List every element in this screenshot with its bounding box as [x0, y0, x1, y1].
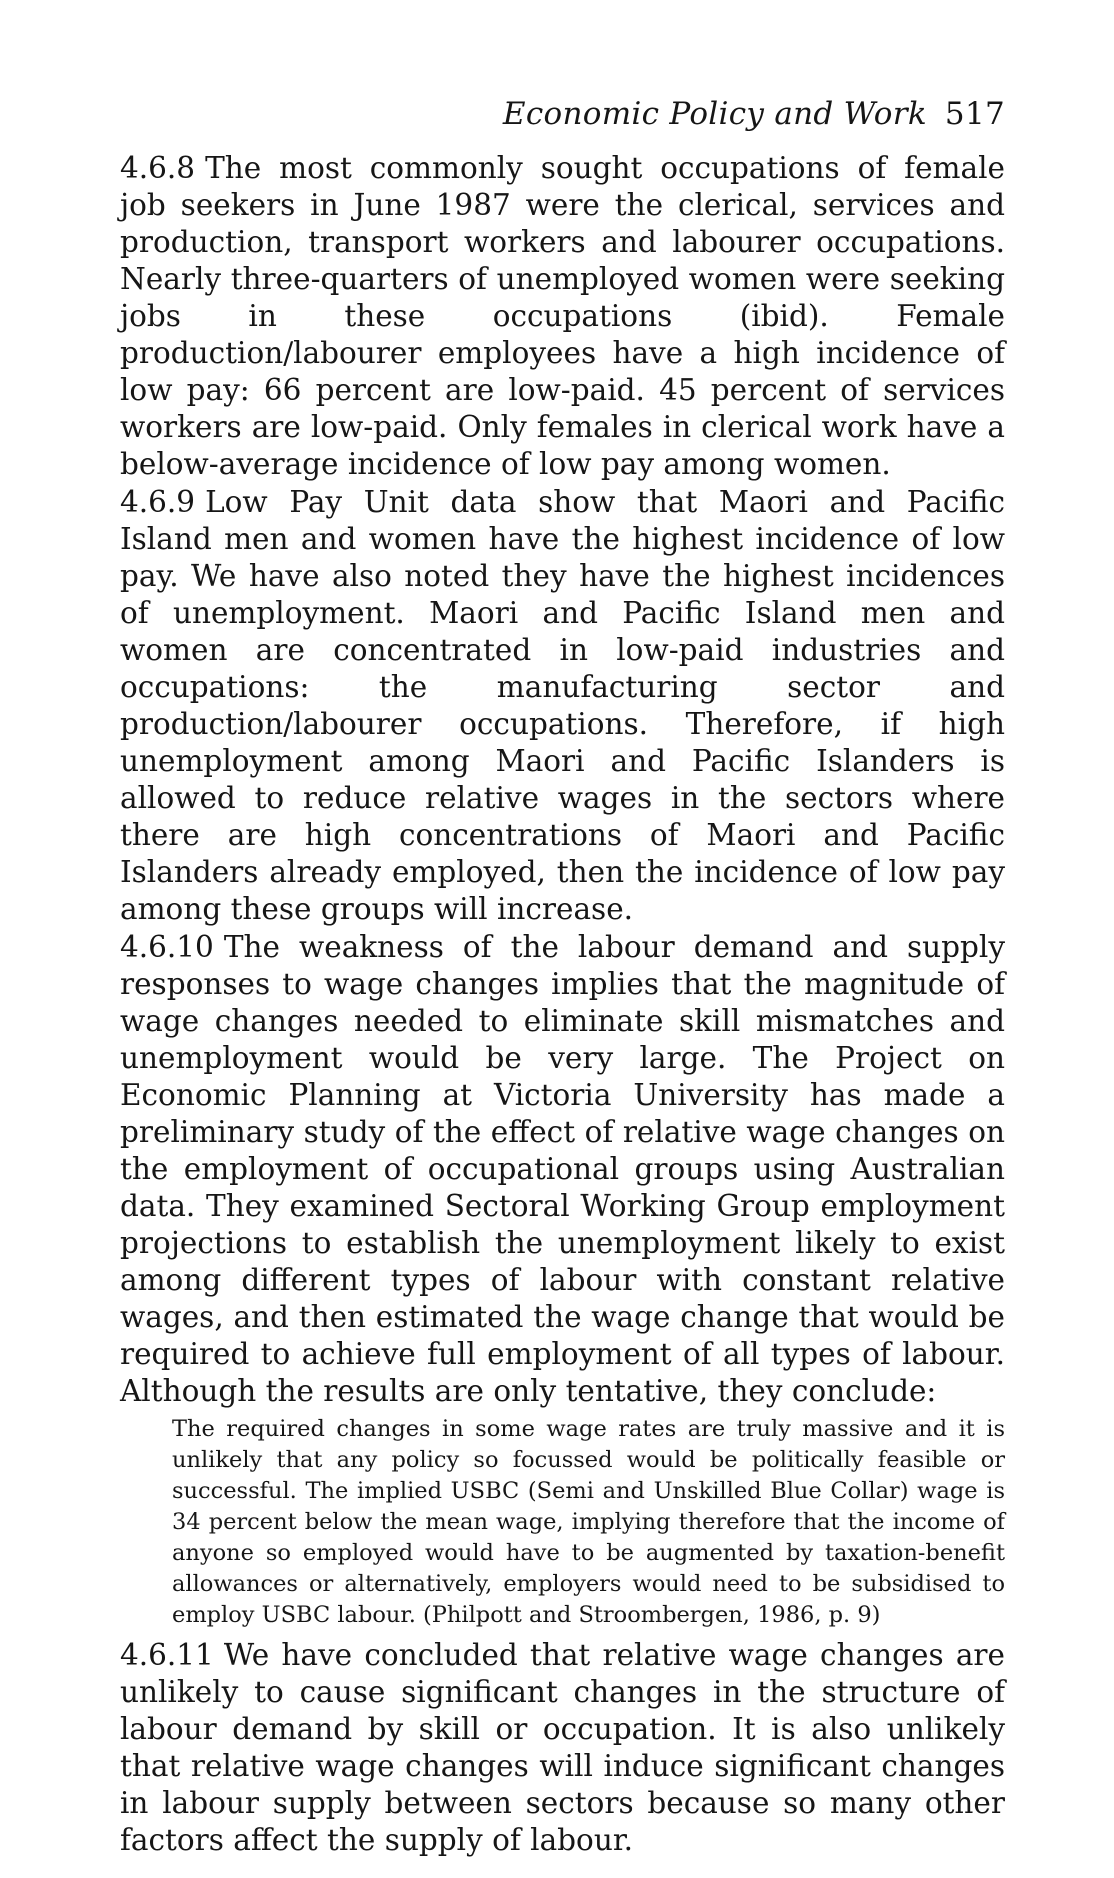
- paragraph-number: 4.6.8: [120, 151, 196, 185]
- paragraph-4-6-10: [120, 929, 1005, 1410]
- running-head-title: Economic Policy and Work: [502, 96, 927, 132]
- paragraph-number: 4.6.9: [120, 485, 196, 519]
- paragraph-number: 4.6.10: [120, 930, 214, 964]
- paragraph-text: Low Pay Unit data show that Maori and Pacific Island men and women have the highest incidence of low pay. We have also noted they have the highest incidences of unemployment. Maori and Pacific Island men and women are concentrated in low-paid industries and occupations: the manufacturing sector and production/labourer occupations. Therefore, if high unemployment among Maori and Pacific Islanders is allowed to reduce relative wages in the sectors where there are high concentrations of Maori and Pacific Islanders already employed, then the incidence of low pay among these groups will increase.: [120, 485, 1005, 926]
- paragraph-4-6-8: [120, 150, 1005, 483]
- paragraph-text: The weakness of the labour demand and supply responses to wage changes implies that the magnitude of wage changes needed to eliminate skill mismatches and unemployment would be very large. The Project on Economic Planning at Victoria University has made a preliminary study of the effect of relative wage changes on the employment of occupational groups using Australian data. They examined Sectoral Working Group employment projections to establish the unemployment likely to exist among different types of labour with constant relative wages, and then estimated the wage change that would be required to achieve full employment of all types of labour. Although the results are only tentative, they conclude:: [120, 930, 1005, 1408]
- page-number: 517: [944, 96, 1005, 132]
- paragraph-4-6-11: [120, 1637, 1005, 1859]
- paragraph-number: 4.6.11: [120, 1638, 214, 1672]
- paragraph-text: We have concluded that relative wage changes are unlikely to cause significant changes in the structure of labour demand by skill or occupation. It is also unlikely that relative wage changes will induce significant changes in labour supply between sectors because so many other factors affect the supply of labour.: [120, 1638, 1005, 1857]
- block-quote: The required changes in some wage rates are truly massive and it is unlikely that any policy so focussed would be politically feasible or successful. The implied USBC (Semi and Unskilled Blue Collar) wage is 34 percent below the mean wage, implying therefore that the income of anyone so employed would have to be augmented by taxation-benefit allowances or alternatively, employers would need to be subsidised to employ USBC labour. (Philpott and Stroombergen, 1986, p. 9): [172, 1416, 1005, 1628]
- page: [120, 96, 1005, 1860]
- paragraph-4-6-9: [120, 484, 1005, 928]
- paragraph-text: The most commonly sought occupations of female job seekers in June 1987 were the clerical, services and production, transport workers and labourer occupations. Nearly three-quarters of unemployed women were seeking jobs in these occupations (ibid). Female production/labourer employees have a high incidence of low pay: 66 percent are low-paid. 45 percent of services workers are low-paid. Only females in clerical work have a below-average incidence of low pay among women.: [120, 151, 1005, 481]
- running-head: [120, 96, 1005, 140]
